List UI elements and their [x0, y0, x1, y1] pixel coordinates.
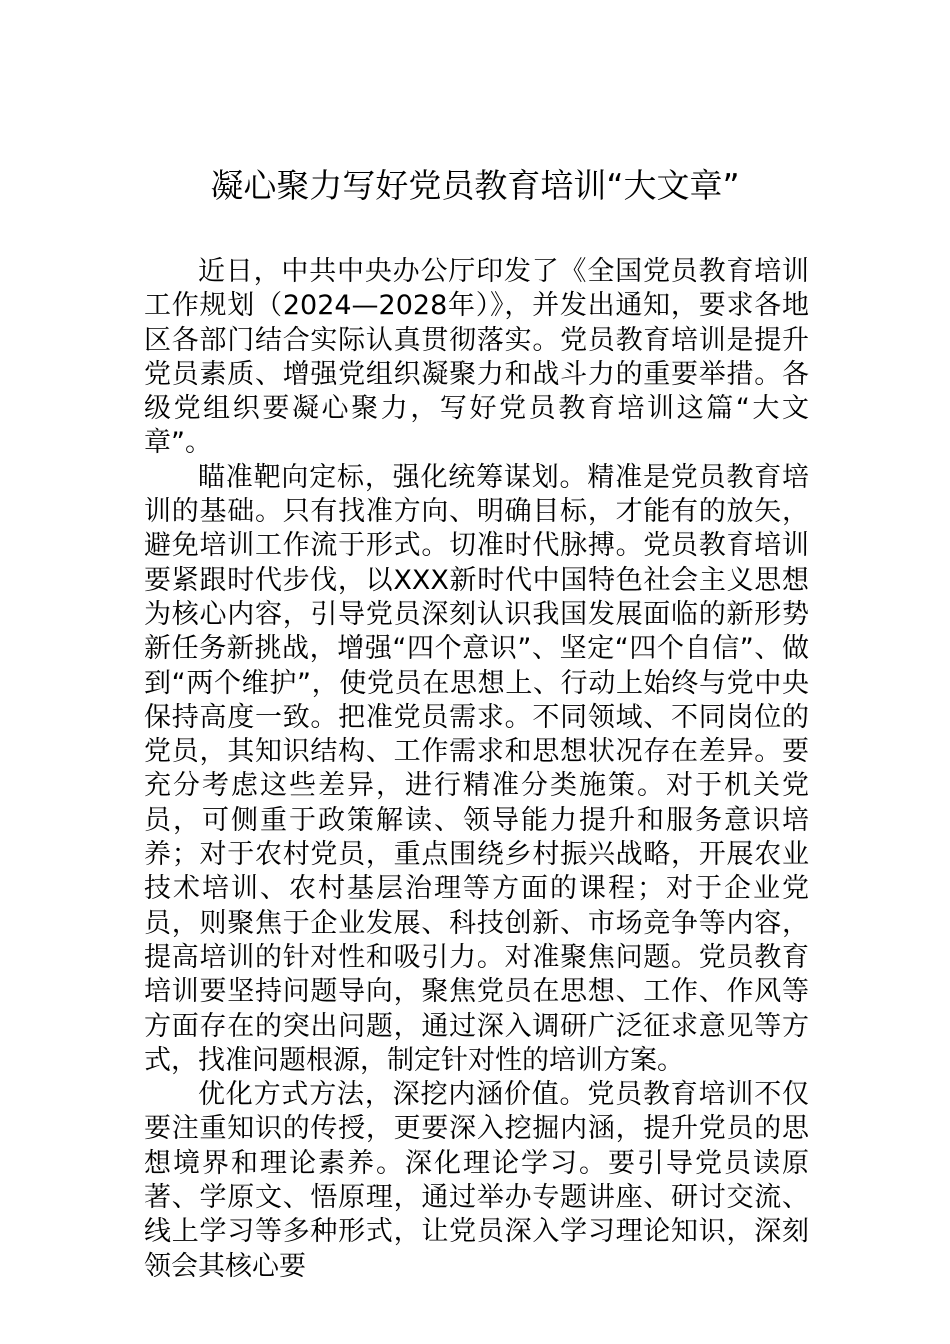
document-title: 凝心聚力写好党员教育培训“大文章” [210, 166, 740, 205]
paragraph-intro: 近日，中共中央办公厅印发了《全国党员教育培训工作规划（2024—2028年）》，并发出通知，要求各地区各部门结合实际认真贯彻落实。党员教育培训是提升党员素质、增强党组织凝聚力和战斗力的重要举措。各级党组织要凝心聚力，写好党员教育培训这篇“大文章”。 [144, 256, 809, 459]
paragraph-methods: 优化方式方法，深挖内涵价值。党员教育培训不仅要注重知识的传授，更要深入挖掘内涵，提升党员的思想境界和理论素养。深化理论学习。要引导党员读原著、学原文、悟原理，通过举办专题讲座、研讨交流、线上学习等多种形式，让党员深入学习理论知识，深刻领会其核心要 [144, 1079, 809, 1282]
document-body [144, 255, 809, 1284]
paragraph-targeting: 瞄准靶向定标，强化统筹谋划。精准是党员教育培训的基础。只有找准方向、明确目标，才能有的放矢，避免培训工作流于形式。切准时代脉搏。党员教育培训要紧跟时代步伐，以XXX新时代中国特色社会主义思想为核心内容，引导党员深刻认识我国发展面临的新形势新任务新挑战，增强“四个意识”、坚定“四个自信”、做到“两个维护”，使党员在思想上、行动上始终与党中央保持高度一致。把准党员需求。不同领域、不同岗位的党员，其知识结构、工作需求和思想状况存在差异。要充分考虑这些差异，进行精准分类施策。对于机关党员，可侧重于政策解读、领导能力提升和服务意识培养；对于农村党员，重点围绕乡村振兴战略，开展农业技术培训、农村基层治理等方面的课程；对于企业党员，则聚焦于企业发展、科技创新、市场竞争等内容，提高培训的针对性和吸引力。对准聚焦问题。党员教育培训要坚持问题导向，聚焦党员在思想、工作、作风等方面存在的突出问题，通过深入调研广泛征求意见等方式，找准问题根源，制定针对性的培训方案。 [144, 461, 809, 1076]
